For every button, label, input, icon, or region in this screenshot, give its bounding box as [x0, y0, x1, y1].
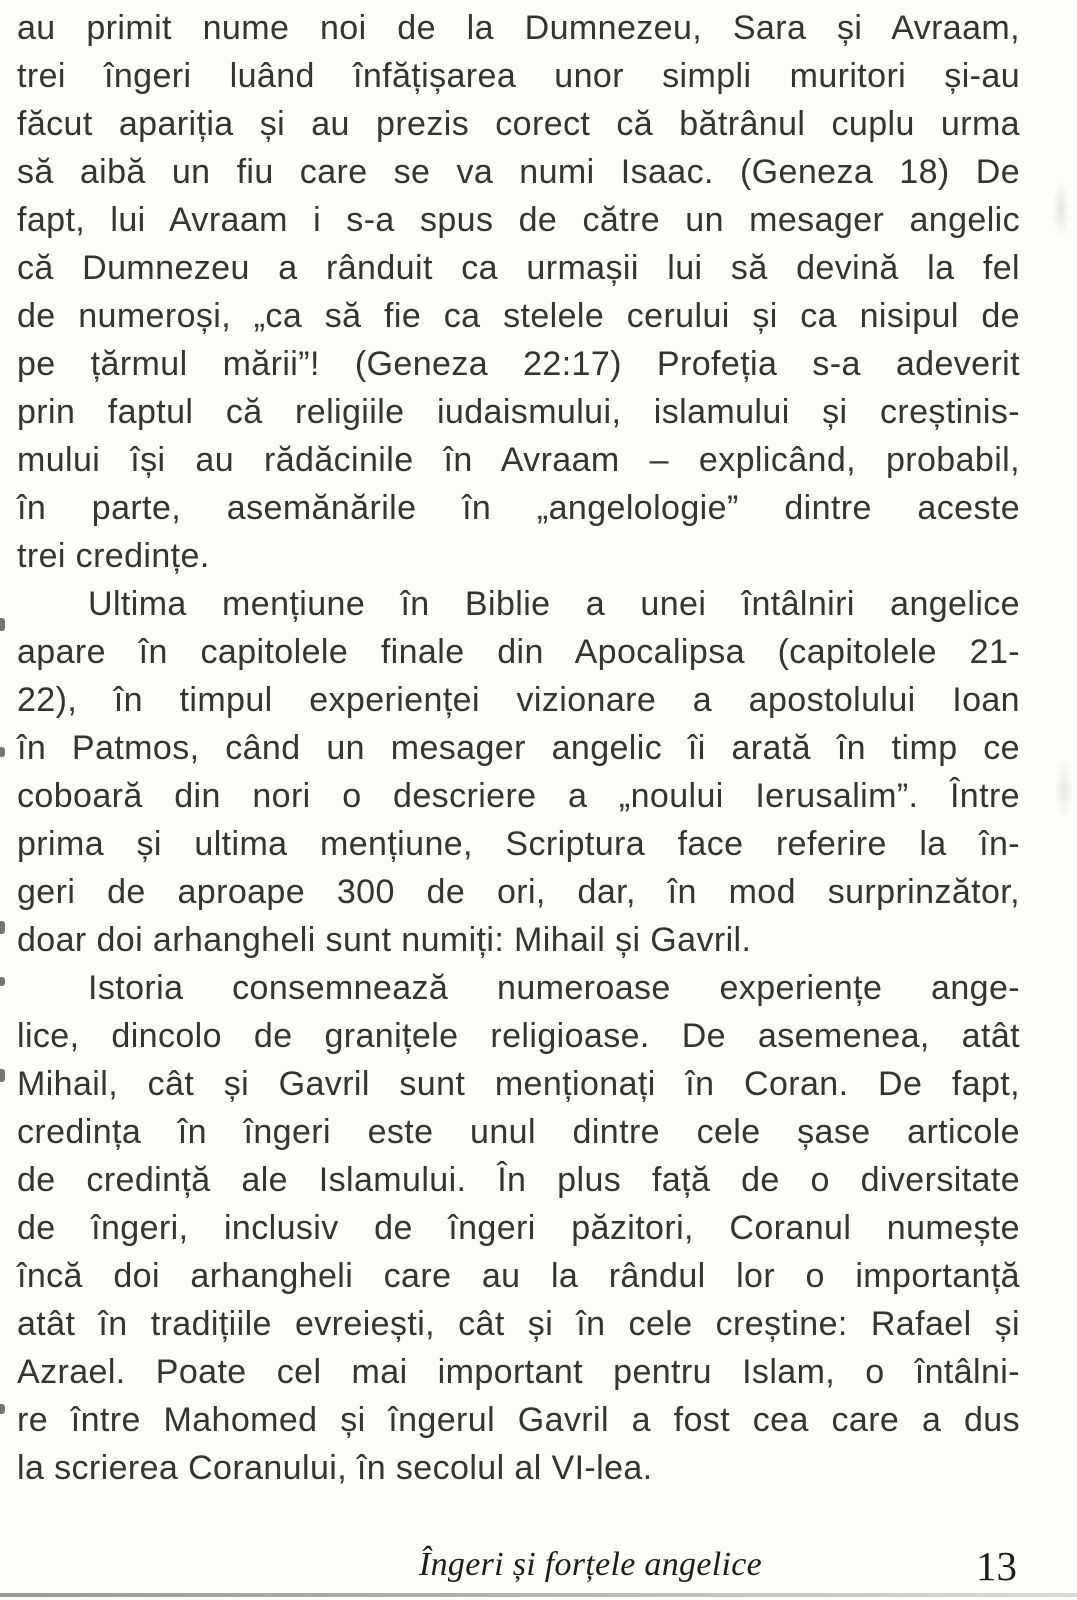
body-text-line: la scrierea Coranului, în secolul al VI-lea.: [17, 1449, 653, 1487]
body-text-line: de îngeri, inclusiv de îngeri păzitori, Coranul numește: [17, 1209, 1020, 1247]
body-text-line: trei îngeri luând înfățișarea unor simpli muritori și-au: [17, 57, 1020, 95]
footer-page-number: 13: [976, 1543, 1017, 1589]
body-text-line: doar doi arhangheli sunt numiți: Mihail și Gavril.: [17, 921, 752, 959]
body-text-line: Azrael. Poate cel mai important pentru Islam, o întâlni-: [17, 1353, 1020, 1391]
body-text-line: Mihail, cât și Gavril sunt menționați în Coran. De fapt,: [17, 1065, 1020, 1103]
body-text-line: apare în capitolele finale din Apocalipsa (capitolele 21-: [17, 633, 1020, 671]
body-text-line: prima și ultima mențiune, Scriptura face referire la în-: [17, 825, 1020, 863]
scan-speck: [0, 747, 5, 757]
body-text-line: în parte, asemănările în „angelologie” dintre aceste: [17, 489, 1020, 527]
body-text-line: încă doi arhangheli care au la rândul lor o importanță: [17, 1257, 1020, 1295]
scan-smudge: [1055, 760, 1073, 820]
body-text-line: de credință ale Islamului. În plus față de o diversitate: [17, 1161, 1020, 1199]
body-text-line: pe țărmul mării”! (Geneza 22:17) Profeția s-a adeverit: [17, 345, 1020, 383]
body-text-line: că Dumnezeu a rânduit ca urmașii lui să devină la fel: [17, 249, 1020, 287]
body-text-line: coboară din nori o descriere a „noului Ierusalim”. Între: [17, 777, 1020, 815]
body-text-line: lice, dincolo de granițele religioase. De asemenea, atât: [17, 1017, 1020, 1055]
body-text-line: re între Mahomed și îngerul Gavril a fost cea care a dus: [17, 1401, 1020, 1439]
body-text-line: de numeroși, „ca să fie ca stelele cerului și ca nisipul de: [17, 297, 1020, 335]
body-text-line: Ultima mențiune în Biblie a unei întâlniri angelice: [88, 585, 1020, 623]
scan-speck: [0, 1404, 5, 1414]
scan-smudge: [1052, 180, 1070, 240]
body-text-line: geri de aproape 300 de ori, dar, în mod surprinzător,: [17, 873, 1020, 911]
footer-chapter-title: Îngeri și forțele angelice: [419, 1546, 762, 1583]
scan-speck: [0, 977, 5, 986]
body-text-line: atât în tradițiile evreiești, cât și în cele creștine: Rafael și: [17, 1305, 1020, 1343]
body-text-line: prin faptul că religiile iudaismului, islamului și creștinis-: [17, 393, 1020, 431]
body-text-line: în Patmos, când un mesager angelic îi arată în timp ce: [17, 729, 1020, 767]
body-text-line: să aibă un fiu care se va numi Isaac. (Geneza 18) De: [17, 153, 1020, 191]
body-text-line: făcut apariția și au prezis corect că bătrânul cuplu urma: [17, 105, 1020, 143]
body-text-line: mului își au rădăcinile în Avraam – explicând, probabil,: [17, 441, 1020, 479]
body-text-line: credința în îngeri este unul dintre cele șase articole: [17, 1113, 1020, 1151]
scan-speck: [0, 921, 5, 934]
body-text-line: fapt, lui Avraam i s-a spus de către un mesager angelic: [17, 201, 1020, 239]
scan-speck: [0, 618, 5, 631]
scan-speck: [0, 1069, 5, 1082]
body-text-line: 22), în timpul experienței vizionare a apostolului Ioan: [17, 681, 1020, 719]
body-text-line: trei credințe.: [17, 537, 210, 575]
body-text-line: Istoria consemnează numeroase experiențe ange-: [88, 969, 1020, 1007]
scan-bottom-edge-line: [0, 1593, 1077, 1597]
page-body-text: [17, 4, 1020, 1492]
body-text-line: au primit nume noi de la Dumnezeu, Sara și Avraam,: [17, 9, 1020, 47]
